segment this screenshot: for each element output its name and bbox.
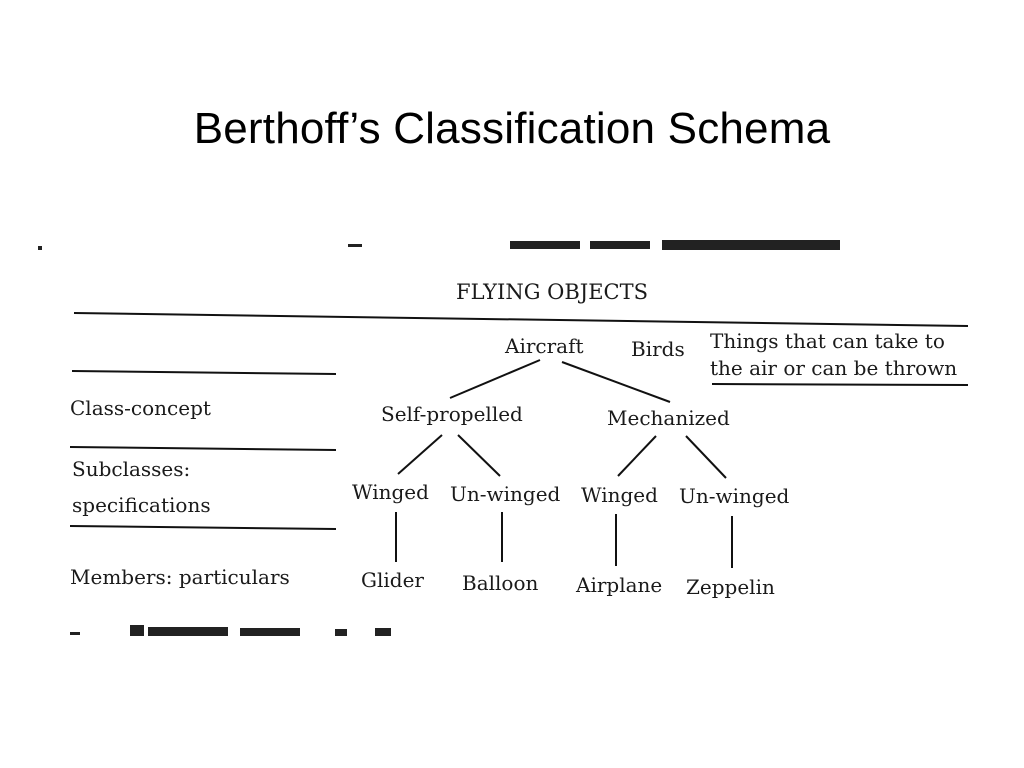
connector-aircraft-selfpropelled: [450, 360, 540, 398]
cropped-text-top: [38, 240, 1000, 250]
rule-level-3: [70, 526, 336, 529]
member-zeppelin: Zeppelin: [686, 575, 775, 599]
level-subclasses: Subclasses:: [72, 457, 191, 481]
scanned-diagram: [30, 236, 1000, 636]
node-birds: Birds: [631, 337, 685, 361]
member-balloon: Balloon: [462, 571, 539, 595]
connector-sp-winged: [398, 435, 442, 474]
connector-mz-winged: [618, 436, 656, 476]
node-aircraft: Aircraft: [505, 334, 584, 358]
node-self-propelled: Self-propelled: [381, 402, 523, 426]
connector-sp-unwinged: [458, 435, 500, 476]
rule-top: [74, 313, 968, 326]
node-sp-winged: Winged: [352, 480, 429, 504]
node-sp-unwinged: Un-winged: [450, 482, 561, 506]
connector-aircraft-mechanized: [562, 362, 670, 402]
cropped-text-bottom: [70, 625, 391, 636]
top-note-line-2: the air or can be thrown: [710, 356, 958, 380]
rule-level-1: [72, 371, 336, 374]
top-note-line-1: Things that can take to: [710, 329, 945, 353]
rule-note-underline: [712, 384, 968, 385]
diagram-heading: FLYING OBJECTS: [456, 280, 649, 304]
member-glider: Glider: [361, 568, 424, 592]
node-mz-unwinged: Un-winged: [679, 484, 790, 508]
level-specifications: specifications: [72, 493, 211, 517]
connector-mz-unwinged: [686, 436, 726, 478]
level-members: Members: particulars: [70, 565, 290, 589]
node-mz-winged: Winged: [581, 483, 658, 507]
rule-level-2: [70, 447, 336, 450]
slide-title: Berthoff’s Classification Schema: [193, 104, 831, 153]
level-class-concept: Class-concept: [70, 396, 211, 420]
node-mechanized: Mechanized: [607, 406, 730, 430]
member-airplane: Airplane: [576, 573, 663, 597]
